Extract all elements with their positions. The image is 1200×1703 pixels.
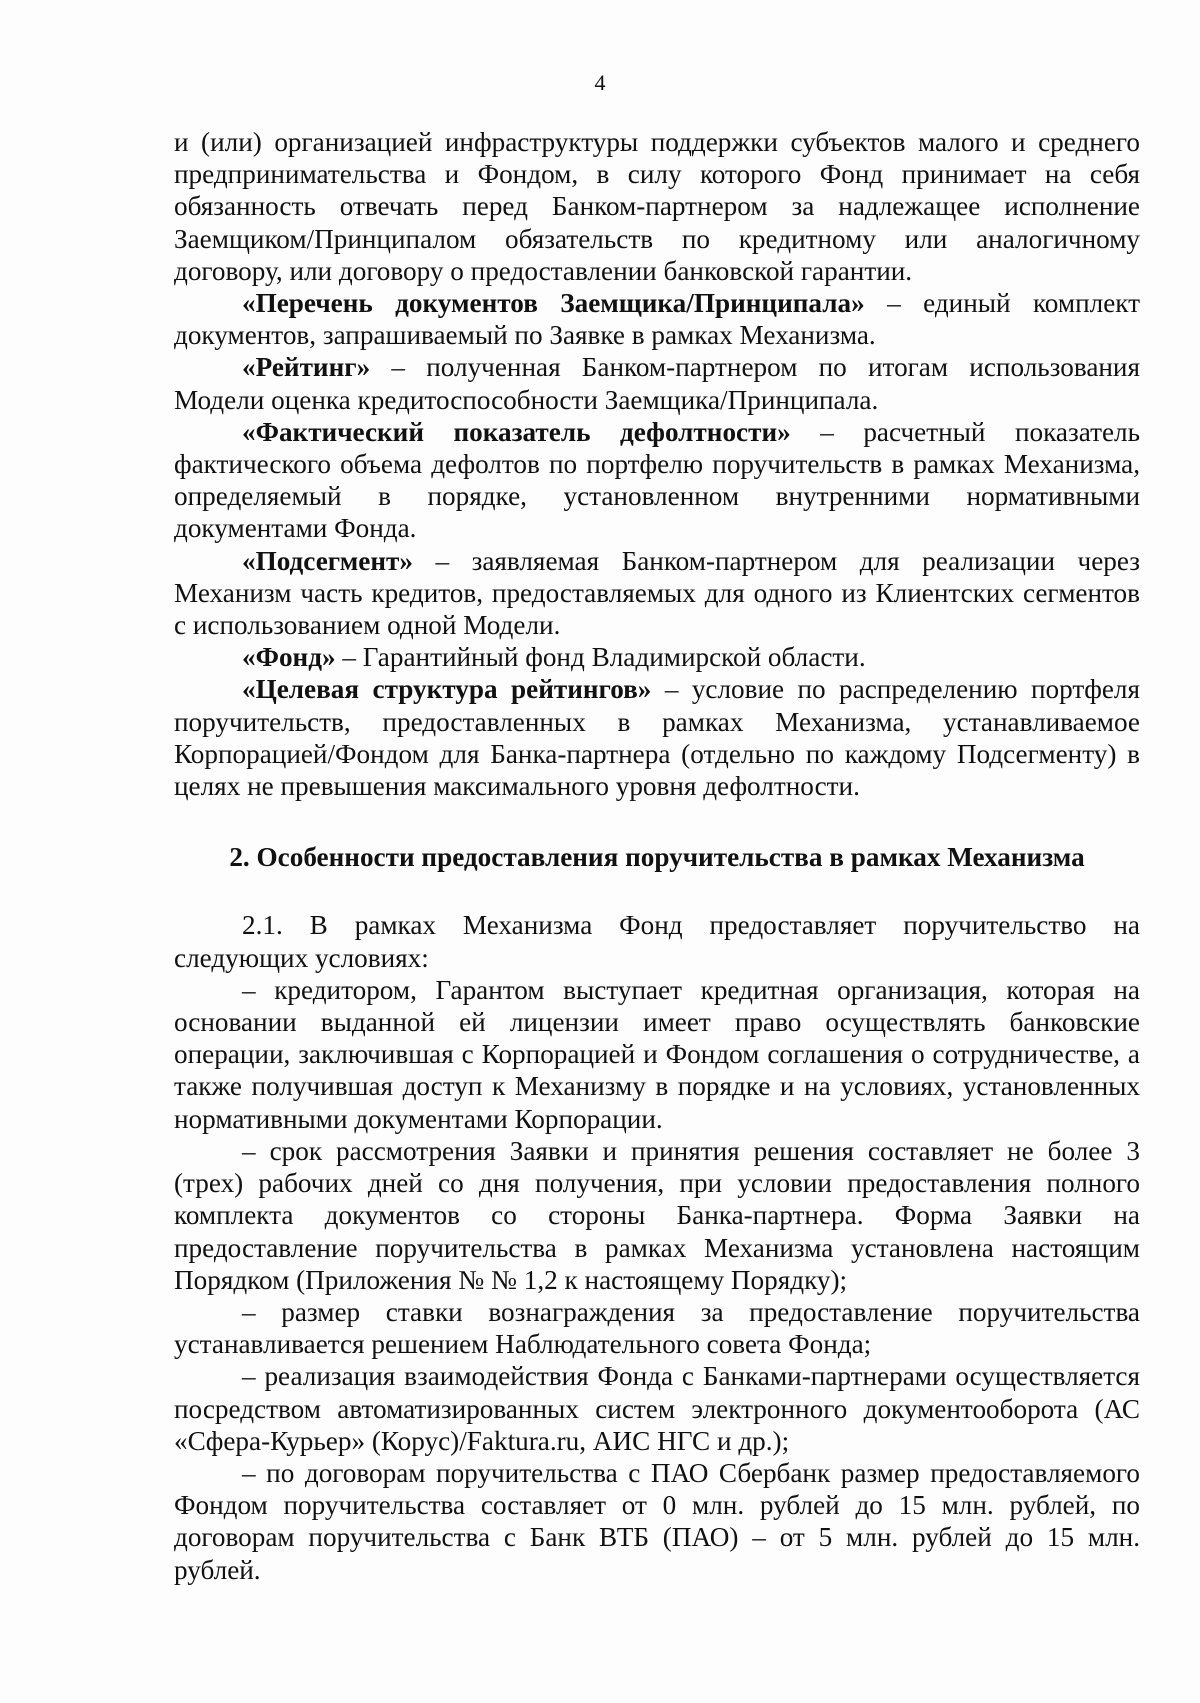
defined-term: «Фонд» (242, 642, 336, 673)
list-item (174, 1296, 1140, 1360)
conditions-block (174, 909, 1140, 1585)
definition-text: – единый комплект документов, запрашиваемый по Заявке в рамках Механизма. (174, 288, 1140, 351)
definition-text: – расчетный показатель фактического объема дефолтов по портфелю поручительств в рамках Механизма, определяемый в порядке, установленном внутренними нормативными документами Фонда. (174, 416, 1141, 544)
list-item (174, 1360, 1140, 1457)
page-number: 4 (594, 70, 606, 95)
definition-paragraph (174, 416, 1140, 545)
list-item (174, 974, 1140, 1135)
definition-paragraph (174, 351, 1140, 415)
list-item-text: – по договорам поручительства с ПАО Сбербанк размер предоставляемого Фондом поручительства составляет от 0 млн. рублей до 15 млн. рублей, по договорам поручительства с Банк ВТБ (ПАО) – от 5 млн. рублей до 15 млн. рублей. (174, 1457, 1140, 1585)
defined-term: «Перечень документов Заемщика/Принципала» (242, 288, 865, 319)
definition-paragraph (174, 287, 1140, 351)
list-item-text: – срок рассмотрения Заявки и принятия решения составляет не более 3 (трех) рабочих дней со дня получения, при условии предоставления полного комплекта документов со стороны Банка-партнера. Форма Заявки на предоставление поручительства в рамках Механизма установлена настоящим Порядком (Приложения № № 1,2 к настоящему Порядку); (174, 1135, 1140, 1295)
defined-term: «Фактический показатель дефолтности» (242, 416, 791, 447)
definition-paragraph (174, 641, 1140, 673)
defined-term: «Подсегмент» (242, 545, 413, 576)
definition-paragraph (174, 545, 1140, 642)
defined-term: «Целевая структура рейтингов» (242, 674, 652, 705)
definitions-block (174, 126, 1140, 802)
list-item-text: – реализация взаимодействия Фонда с Банками-партнерами осуществляется посредством автоматизированных систем электронного документооборота (АС «Сфера-Курьер» (Корус)/Faktura.ru, АИС НГС и др.); (174, 1361, 1140, 1456)
clause-text: 2.1. В рамках Механизма Фонд предоставляет поручительство на следующих условиях: (174, 910, 1140, 973)
section-heading: 2. Особенности предоставления поручительства в рамках Механизма (229, 842, 1085, 873)
defined-term: «Рейтинг» (242, 352, 371, 383)
list-item-text: – размер ставки вознаграждения за предоставление поручительства устанавливается решением Наблюдательного совета Фонда; (174, 1296, 1140, 1360)
document-body (174, 126, 1140, 1586)
paragraph (174, 126, 1140, 287)
paragraph-text: и (или) организацией инфраструктуры поддержки субъектов малого и среднего предпринимательства и Фондом, в силу которого Фонд принимает на себя обязанность отвечать перед Банком-партнером за надлежащее исполнение Заемщиком/Принципалом обязательств по кредитному или аналогичному договору, или договору о предоставлении банковской гарантии. (174, 127, 1140, 286)
definition-text: – Гарантийный фонд Владимирской области. (335, 642, 866, 673)
definition-text: – заявляемая Банком-партнером для реализации через Механизм часть кредитов, предоставляемых для одного из Клиентских сегментов с использованием одной Модели. (174, 545, 1140, 641)
definition-text: – условие по распределению портфеля поручительств, предоставленных в рамках Механизма, устанавливаемое Корпорацией/Фондом для Банка-партнера (отдельно по каждому Подсегменту) в целях не превышения максимального уровня дефолтности. (174, 674, 1140, 802)
definition-paragraph (174, 673, 1140, 802)
list-item (174, 1135, 1140, 1296)
clause-paragraph (174, 909, 1140, 973)
list-item (174, 1457, 1140, 1586)
definition-text: – полученная Банком-партнером по итогам использования Модели оценка кредитоспособности Заемщика/Принципала. (174, 352, 1140, 415)
list-item-text: – кредитором, Гарантом выступает кредитная организация, которая на основании выданной ей лицензии имеет право осуществлять банковские операции, заключившая с Корпорацией и Фондом соглашения о сотрудничестве, а также получившая доступ к Механизму в порядке и на условиях, установленных нормативными документами Корпорации. (174, 974, 1140, 1134)
